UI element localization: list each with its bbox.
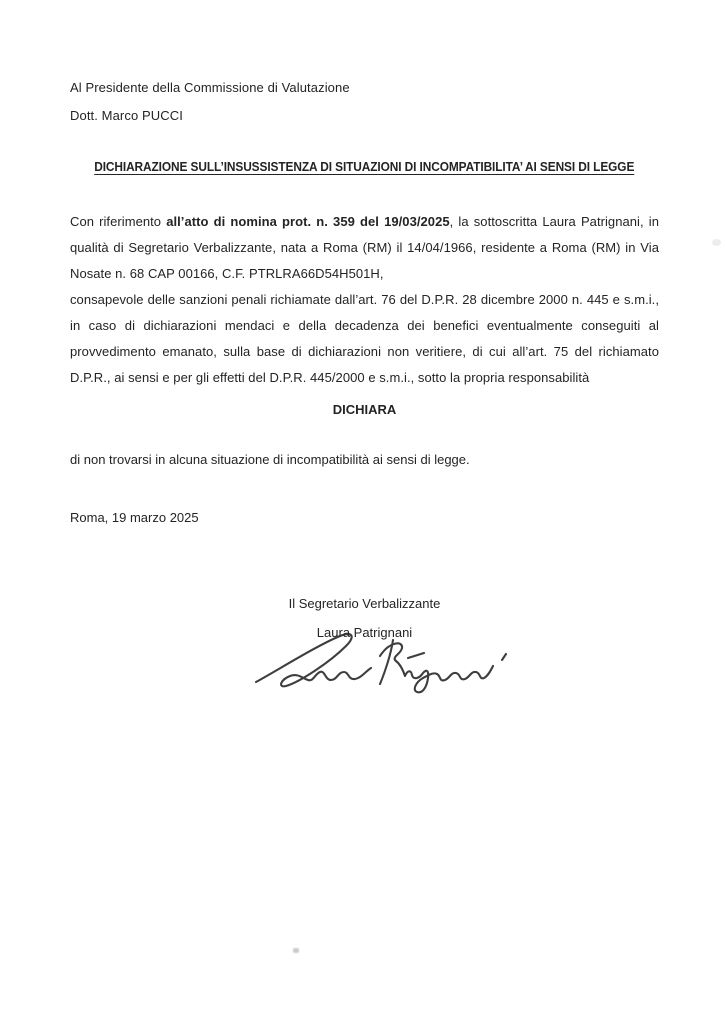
document-title-text: DICHIARAZIONE SULL’INSUSSISTENZA DI SITUAZIONI DI INCOMPATIBILITA’ AI SENSI DI LEGGE xyxy=(94,160,635,174)
declares-heading: DICHIARA xyxy=(332,402,397,417)
declaration-statement: di non trovarsi in alcuna situazione di incompatibilità ai sensi di legge. xyxy=(70,452,470,467)
paragraph-reference xyxy=(70,209,659,287)
paragraph-reference-rest: , la sottoscritta Laura Patrignani, in qualità di Segretario Verbalizzante, nata a Roma (RM) il 14/04/1966, residente a Roma (RM) in Via Nosate n. 68 CAP 00166, C.F. PTRLRA66D54H501H, xyxy=(70,214,659,281)
recipient-line-1: Al Presidente della Commissione di Valutazione xyxy=(70,80,350,95)
paragraph-reference-prefix: Con riferimento xyxy=(70,214,167,229)
recipient-line-2: Dott. Marco PUCCI xyxy=(70,108,183,123)
document-title xyxy=(70,160,659,174)
handwritten-signature-icon xyxy=(252,628,516,702)
place-and-date: Roma, 19 marzo 2025 xyxy=(70,510,199,525)
scan-speck-artifact xyxy=(293,948,299,953)
signature-role-label: Il Segretario Verbalizzante xyxy=(288,596,441,611)
scan-smudge-artifact xyxy=(712,239,721,246)
paragraph-penalties: consapevole delle sanzioni penali richiamate dall’art. 76 del D.P.R. 28 dicembre 2000 n. 445 e s.m.i., in caso di dichiarazioni mendaci e della decadenza dei benefici eventualmente conseguiti al provvedimento emanato, sulla base di dichiarazioni non veritiere, di cui all’art. 75 del richiamato D.P.R., ai sensi e per gli effetti del D.P.R. 445/2000 e s.m.i., sotto la propria responsabilità xyxy=(70,292,659,385)
paragraph-reference-bold-segment: all’atto di nomina prot. n. 359 del 19/03/2025 xyxy=(166,214,450,229)
signature-typed-name: Laura Patrignani xyxy=(316,625,413,640)
